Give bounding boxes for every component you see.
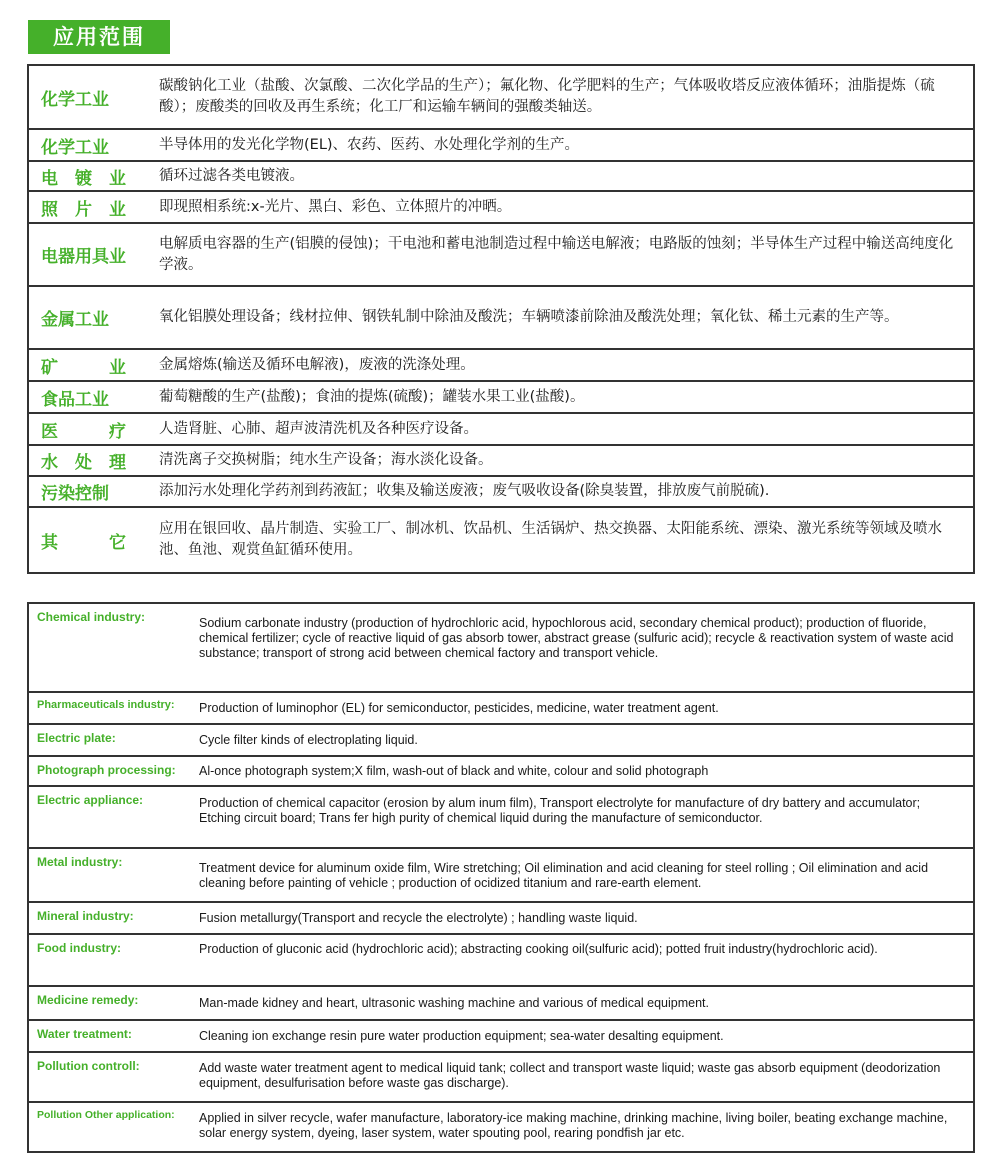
table-row <box>29 987 973 1021</box>
row-label: Pollution controll: <box>37 1059 140 1073</box>
row-text: Cleaning ion exchange resin pure water production equipment; sea-water desalting equipment. <box>199 1029 724 1043</box>
table-row <box>29 903 973 935</box>
table-row <box>29 414 973 446</box>
row-text: 应用在银回收、晶片制造、实验工厂、制冰机、饮品机、生活锅炉、热交换器、太阳能系统、漂染、激光系统等领域及喷水池、鱼池、观赏鱼缸循环使用。 <box>159 521 942 558</box>
application-table-en <box>27 602 975 1153</box>
row-label: 污染控制 <box>41 484 109 504</box>
row-text: Al-once photograph system;X film, wash-out of black and white, colour and solid photograph <box>199 764 709 778</box>
row-label: 金属工业 <box>41 310 109 330</box>
row-text: 碳酸钠化工业（盐酸、次氯酸、二次化学品的生产）；氟化物、化学肥料的生产；气体吸收塔反应液体循环；油脂提炼（硫酸）；废酸类的回收及再生系统；化工厂和运输车辆间的强酸类轴送。 <box>159 78 935 115</box>
row-label: 照 片 业 <box>41 199 126 220</box>
table-row <box>29 757 973 787</box>
row-label: Pollution Other application: <box>37 1109 175 1121</box>
table-row <box>29 287 973 350</box>
row-label: Electric plate: <box>37 731 116 745</box>
row-text: 金属熔炼(输送及循环电解液)，废液的洗涤处理。 <box>159 356 475 373</box>
table-row <box>29 725 973 757</box>
row-text: Man-made kidney and heart, ultrasonic washing machine and various of medical equipment. <box>199 996 710 1010</box>
row-text: 即现照相系统:x-光片、黑白、彩色、立体照片的冲晒。 <box>159 198 512 215</box>
row-text: Production of chemical capacitor (erosion by alum inum film), Transport electrolyte for manufacture of dry battery and accumulator; Etching circuit board; Trans fer high purity of chemical liquid during the manufacture of semiconductor. <box>199 796 921 825</box>
table-row <box>29 446 973 477</box>
row-label: Mineral industry: <box>37 909 134 923</box>
table-row <box>29 130 973 162</box>
application-table-cn <box>27 64 975 574</box>
table-row <box>29 477 973 508</box>
table-row <box>29 935 973 987</box>
row-label: Metal industry: <box>37 855 123 869</box>
row-text: Fusion metallurgy(Transport and recycle the electrolyte) ; handling waste liquid. <box>199 911 638 925</box>
table-row <box>29 66 973 130</box>
row-label: Water treatment: <box>37 1027 132 1041</box>
table-row <box>29 508 973 572</box>
row-text: Production of luminophor (EL) for semiconductor, pesticides, medicine, water treatment agent. <box>199 701 719 715</box>
table-row <box>29 1053 973 1103</box>
row-label: Medicine remedy: <box>37 993 139 1007</box>
table-row <box>29 350 973 382</box>
table-row <box>29 604 973 693</box>
row-text: 氧化铝膜处理设备；线材拉伸、钢铁轧制中除油及酸洗；车辆喷漆前除油及酸洗处理；氧化钛、稀土元素的生产等。 <box>159 309 899 325</box>
table-row <box>29 162 973 192</box>
row-label: Chemical industry: <box>37 610 146 624</box>
row-label: 水 处 理 <box>41 453 126 473</box>
table-row <box>29 693 973 725</box>
row-text: Add waste water treatment agent to medical liquid tank; collect and transport waste liquid; waste gas absorb equipment (deodorization equipment, desulfurisation before waste gas discharge). <box>199 1061 941 1090</box>
row-label: Electric appliance: <box>37 793 144 807</box>
table-row <box>29 382 973 414</box>
row-label: 医 疗 <box>41 421 126 442</box>
row-text: 电解质电容器的生产(铝膜的侵蚀)；干电池和蓄电池制造过程中输送电解液；电路版的蚀刻；半导体生产过程中输送高纯度化学液。 <box>159 235 954 273</box>
table-row <box>29 849 973 903</box>
row-label: Food industry: <box>37 941 121 955</box>
row-text: 葡萄糖酸的生产(盐酸)；食油的提炼(硫酸)；罐装水果工业(盐酸)。 <box>159 388 585 405</box>
table-row <box>29 787 973 849</box>
row-text: Treatment device for aluminum oxide film, Wire stretching; Oil elimination and acid cleaning for steel rolling ; Oil elimination and acid cleaning before painting of vehicle ; production of ocidized titanium and rare-earth element. <box>199 861 929 890</box>
row-label: 电 镀 业 <box>41 168 126 189</box>
row-label: Photograph processing: <box>37 763 176 777</box>
row-text: 循环过滤各类电镀液。 <box>159 167 304 184</box>
table-row <box>29 224 973 287</box>
row-label: 食品工业 <box>41 389 109 410</box>
row-text: Applied in silver recycle, wafer manufacture, laboratory-ice making machine, drinking machine, living boiler, beating exchange machine, solar energy system, dyeing, laser system, water spouting pool, rearing pondfish jar etc. <box>199 1111 948 1140</box>
row-label: 其 它 <box>41 532 126 553</box>
row-text: 人造肾脏、心肺、超声波清洗机及各种医疗设备。 <box>159 420 478 437</box>
row-text: 半导体用的发光化学物(EL)、农药、医药、水处理化学剂的生产。 <box>159 136 580 153</box>
row-text: Production of gluconic acid (hydrochloric acid); abstracting cooking oil(sulfuric acid); potted fruit industry(hydrochloric acid). <box>199 942 878 956</box>
row-label: 矿 业 <box>41 357 126 378</box>
row-label: 电器用具业 <box>41 247 126 267</box>
row-text: Cycle filter kinds of electroplating liquid. <box>199 733 418 747</box>
row-text: 清洗离子交换树脂；纯水生产设备；海水淡化设备。 <box>159 452 493 468</box>
row-text: 添加污水处理化学药剂到药液缸；收集及输送废液；废气吸收设备(除臭装置，排放废气前脱硫). <box>159 483 770 499</box>
table-row <box>29 1021 973 1053</box>
row-label: 化学工业 <box>41 137 109 158</box>
section-title: 应用范围 <box>28 20 170 54</box>
table-row <box>29 1103 973 1151</box>
table-row <box>29 192 973 224</box>
row-label: 化学工业 <box>41 89 109 110</box>
row-text: Sodium carbonate industry (production of hydrochloric acid, hypochlorous acid, secondary chemical product); production of fluoride, chemical fertilizer; cycle of reactive liquid of gas absorb tower, abstract grease (sulfuric acid); recycle & reactivation system of waste acid substance; transport of strong acid between chemical factory and transport vehicle. <box>199 616 954 660</box>
row-label: Pharmaceuticals industry: <box>37 699 175 711</box>
